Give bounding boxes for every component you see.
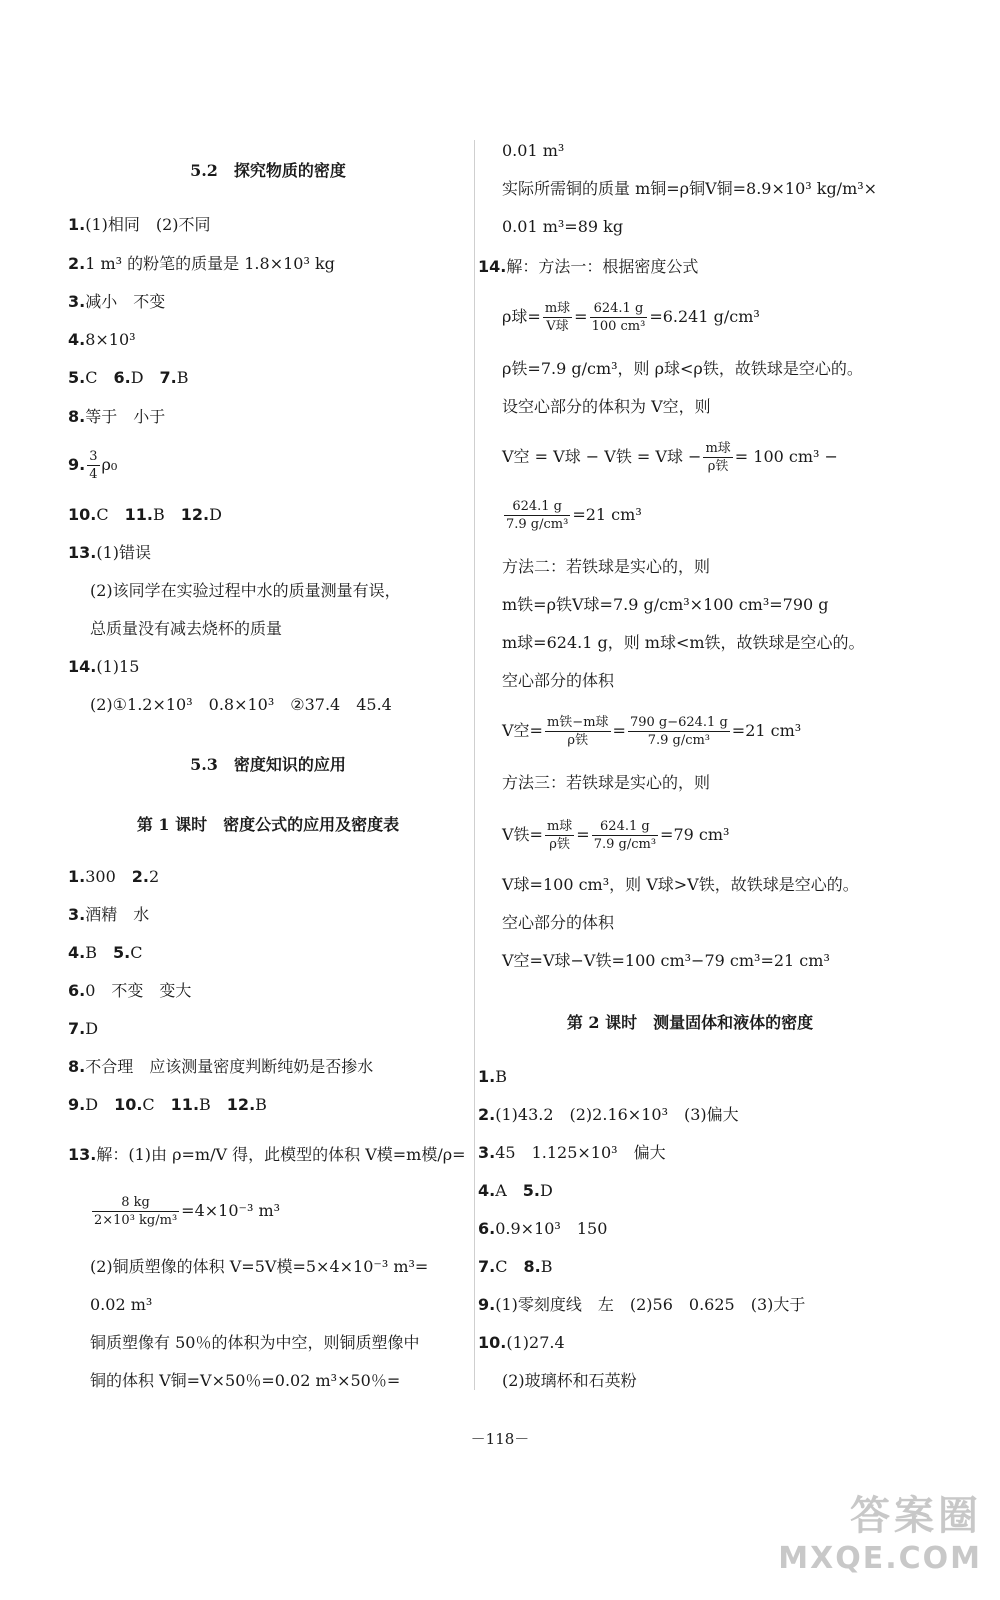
answer-text: (1)零刻度线 左 (2)56 0.625 (3)大于 xyxy=(495,1295,806,1314)
answer-text: V空= xyxy=(502,721,543,740)
answer-l2-q7-q8 xyxy=(478,1256,552,1278)
answer-text: C xyxy=(96,505,109,524)
answer-text: D xyxy=(85,1095,99,1114)
answer-text: (1)15 xyxy=(96,657,140,676)
question-number: 10. xyxy=(114,1095,143,1114)
fraction xyxy=(87,448,99,483)
question-number: 13. xyxy=(68,1145,97,1164)
answer-text: 不合理 应该测量密度判断纯奶是否掺水 xyxy=(85,1057,374,1076)
answer-5-2-q13c: 总质量没有减去烧杯的质量 xyxy=(90,619,283,638)
answer-5-2-q5-q7 xyxy=(68,367,189,389)
denominator: 7.9 g/cm³ xyxy=(506,517,569,532)
page-number: －118－ xyxy=(470,1430,530,1448)
question-number: 3. xyxy=(68,292,86,311)
answer-text: D xyxy=(540,1181,553,1200)
answer-text: 2 xyxy=(149,867,160,886)
question-number: 2. xyxy=(68,254,86,273)
cont-line-19: V空=V球−V铁=100 cm³−79 cm³=21 cm³ xyxy=(502,951,830,970)
answer-14-intro xyxy=(478,256,698,278)
cont-line-11: m铁=ρ铁V球=7.9 g/cm³×100 cm³=790 g xyxy=(502,595,829,614)
answer-text: 0.9×10³ 150 xyxy=(495,1219,608,1238)
answer-text: C xyxy=(495,1257,508,1276)
answer-text: ρ球= xyxy=(502,307,541,326)
answer-5-3-q13a xyxy=(68,1144,466,1166)
column-divider xyxy=(474,140,475,1390)
cont-line-17: V球=100 cm³，则 V球>V铁，故铁球是空心的。 xyxy=(502,875,859,894)
answer-l2-q9 xyxy=(478,1294,805,1316)
answer-text: 0 不变 变大 xyxy=(85,981,192,1000)
question-number: 4. xyxy=(478,1181,496,1200)
fraction xyxy=(590,300,648,335)
question-number: 8. xyxy=(523,1257,541,1276)
question-number: 11. xyxy=(124,505,153,524)
question-number: 4. xyxy=(68,330,86,349)
numerator: m球 xyxy=(544,301,571,316)
denominator: ρ铁 xyxy=(549,837,570,852)
question-number: 10. xyxy=(68,505,97,524)
answer-text: 解：(1)由 ρ=m/V 得，此模型的体积 V模=m模/ρ= xyxy=(96,1145,466,1164)
hollow-volume-method2: V空= $\frac{\text{m铁−m球}}{\text{ρ铁}}$ = $\frac{790 g-624.1 g}{\text{7.9 g/cm³}}$ =21 cm³ xyxy=(502,715,802,748)
cont-line-18: 空心部分的体积 xyxy=(502,913,615,932)
answer-text: B xyxy=(176,368,189,387)
denominator: V球 xyxy=(546,319,569,334)
fraction xyxy=(543,300,572,335)
question-number: 13. xyxy=(68,543,97,562)
answer-text: V铁= xyxy=(502,825,543,844)
answer-l2-q4-q5 xyxy=(478,1180,553,1202)
answer-l2-q1 xyxy=(478,1066,507,1088)
question-number: 7. xyxy=(159,368,177,387)
answer-text: =21 cm³ xyxy=(731,721,802,740)
fraction xyxy=(545,714,611,749)
question-number: 5. xyxy=(68,368,86,387)
answer-5-3-q13e: 铜质塑像有 50％的体积为中空，则铜质塑像中 xyxy=(90,1333,420,1352)
answer-text: B xyxy=(152,505,165,524)
question-number: 14. xyxy=(68,657,97,676)
answer-5-3-q9-q12 xyxy=(68,1094,267,1116)
numerator: 3 xyxy=(89,449,98,464)
fraction xyxy=(592,818,658,853)
answer-text: B xyxy=(85,943,97,962)
answer-text: B xyxy=(255,1095,267,1114)
answer-text: C xyxy=(85,368,98,387)
density-formula-line: ρ球= $\frac{\text{m球}}{\text{V球}}$ = $\frac{624.1 g}{\text{100 cm³}}$ =6.241 g/cm³ xyxy=(502,301,760,334)
answer-text: (1)43.2 (2)2.16×10³ (3)偏大 xyxy=(495,1105,739,1124)
question-number: 7. xyxy=(68,1019,86,1038)
question-number: 14. xyxy=(478,257,507,276)
denominator: 7.9 g/cm³ xyxy=(647,733,711,748)
answer-l2-q2 xyxy=(478,1104,739,1126)
answer-5-3-q6 xyxy=(68,980,191,1002)
answer-text: =6.241 g/cm³ xyxy=(649,307,760,326)
denominator: ρ铁 xyxy=(707,459,729,474)
answer-5-2-q3 xyxy=(68,291,165,313)
question-number: 1. xyxy=(68,215,86,234)
answer-text: =21 cm³ xyxy=(572,505,642,524)
numerator: 790 g−624.1 g xyxy=(629,715,728,730)
denominator: ρ铁 xyxy=(567,733,589,748)
hollow-volume-line-2 xyxy=(502,498,642,533)
answer-text: 8×10³ xyxy=(85,330,136,349)
numerator: m铁−m球 xyxy=(546,715,609,730)
answer-text: B xyxy=(199,1095,211,1114)
answer-text: ρ₀ xyxy=(101,455,118,474)
answer-l2-q10a xyxy=(478,1332,565,1354)
answer-text: A xyxy=(495,1181,507,1200)
cont-line-12: m球=624.1 g，则 m球<m铁，故铁球是空心的。 xyxy=(502,633,865,652)
numerator: 624.1 g xyxy=(590,300,648,318)
answer-text: 等于 小于 xyxy=(85,407,166,426)
question-number: 2. xyxy=(478,1105,496,1124)
answer-5-3-q4-q5 xyxy=(68,942,142,964)
iron-volume-line: V铁= $\frac{\text{m球}}{\text{ρ铁}}$ = $\frac{624.1 g}{\text{7.9 g/cm³}}$ =79 cm³ xyxy=(502,819,730,852)
answer-5-2-q9 xyxy=(68,448,117,483)
question-number: 2. xyxy=(131,867,149,886)
question-number: 10. xyxy=(478,1333,507,1352)
section-heading-5-3: 5.3 密度知识的应用 xyxy=(190,755,346,774)
section-heading-5-2: 5.2 探究物质的密度 xyxy=(190,161,346,180)
cont-line-1: 0.01 m³ xyxy=(502,141,565,160)
answer-5-3-q13f: 铜的体积 V铜=V×50％=0.02 m³×50％= xyxy=(90,1371,401,1390)
answer-5-3-q8 xyxy=(68,1056,373,1078)
cont-line-2: 实际所需铜的质量 m铜=ρ铜V铜=8.9×10³ kg/m³× xyxy=(502,179,878,198)
watermark-logo xyxy=(778,1484,982,1576)
denominator: 2×10³ kg/m³ xyxy=(94,1213,178,1228)
answer-5-3-q13d: 0.02 m³ xyxy=(90,1295,153,1314)
answer-text: B xyxy=(540,1257,553,1276)
question-number: 12. xyxy=(180,505,210,524)
answer-text: D xyxy=(130,368,144,387)
answer-5-2-q8 xyxy=(68,406,165,428)
numerator: 624.1 g xyxy=(592,818,658,836)
answer-5-3-q3 xyxy=(68,904,149,926)
answer-l2-q6 xyxy=(478,1218,607,1240)
answer-text: 减小 不变 xyxy=(85,292,166,311)
answer-text: =79 cm³ xyxy=(660,825,730,844)
answer-text: =4×10⁻³ m³ xyxy=(181,1201,281,1220)
question-number: 3. xyxy=(68,905,86,924)
cont-line-13: 空心部分的体积 xyxy=(502,671,615,690)
denominator: 7.9 g/cm³ xyxy=(593,837,657,852)
denominator: 100 cm³ xyxy=(591,319,646,334)
answer-text: (1)相同 (2)不同 xyxy=(85,215,211,234)
question-number: 3. xyxy=(478,1143,496,1162)
question-number: 6. xyxy=(68,981,86,1000)
lesson-heading-1: 第 1 课时 密度公式的应用及密度表 xyxy=(136,815,400,834)
answer-5-2-q14a xyxy=(68,656,139,678)
fraction xyxy=(703,440,732,475)
answer-text: 300 xyxy=(85,867,116,886)
question-number: 6. xyxy=(113,368,131,387)
cont-line-7: 设空心部分的体积为 V空，则 xyxy=(502,397,711,416)
cont-line-3: 0.01 m³=89 kg xyxy=(502,217,624,236)
question-number: 12. xyxy=(226,1095,256,1114)
question-number: 7. xyxy=(478,1257,496,1276)
question-number: 8. xyxy=(68,407,86,426)
answer-text: D xyxy=(85,1019,99,1038)
answer-5-3-q7 xyxy=(68,1018,98,1040)
answer-text: D xyxy=(209,505,222,524)
answer-text: V空 = V球 − V铁 = V球 − xyxy=(502,447,702,466)
fraction xyxy=(545,818,574,853)
answer-5-2-q13b: (2)该同学在实验过程中水的质量测量有误， xyxy=(90,581,401,600)
question-number: 5. xyxy=(522,1181,541,1200)
question-number: 11. xyxy=(170,1095,200,1114)
cont-line-10: 方法二：若铁球是实心的，则 xyxy=(502,557,711,576)
answer-5-3-q13b xyxy=(90,1194,280,1229)
lesson-heading-2: 第 2 课时 测量固体和液体的密度 xyxy=(566,1013,814,1032)
question-number: 9. xyxy=(478,1295,496,1314)
question-number: 9. xyxy=(68,455,86,474)
fraction xyxy=(92,1194,179,1229)
answer-text: C xyxy=(142,1095,155,1114)
question-number: 8. xyxy=(68,1057,86,1076)
numerator: m球 xyxy=(546,819,573,834)
answer-5-3-q1-q2 xyxy=(68,866,159,888)
question-number: 1. xyxy=(478,1067,496,1086)
answer-5-2-q1 xyxy=(68,214,211,236)
answer-text: 45 1.125×10³ 偏大 xyxy=(495,1143,666,1162)
denominator: 4 xyxy=(89,467,98,482)
answer-5-2-q4 xyxy=(68,329,136,351)
fraction xyxy=(504,498,570,533)
answer-5-2-q2 xyxy=(68,253,335,275)
answer-5-2-q10-q12 xyxy=(68,504,222,526)
answer-l2-q3 xyxy=(478,1142,666,1164)
answer-5-2-q13a xyxy=(68,542,151,564)
answer-text: 解：方法一：根据密度公式 xyxy=(506,257,699,276)
question-number: 4. xyxy=(68,943,86,962)
answer-text: 酒精 水 xyxy=(85,905,150,924)
numerator: 624.1 g xyxy=(504,498,570,516)
answer-text: (1)27.4 xyxy=(506,1333,565,1352)
answer-5-2-q14b: (2)①1.2×10³ 0.8×10³ ②37.4 45.4 xyxy=(90,695,392,714)
hollow-volume-line xyxy=(502,440,838,475)
answer-text: C xyxy=(130,943,143,962)
question-number: 6. xyxy=(478,1219,496,1238)
watermark-line-2: MXQE.COM xyxy=(778,1541,982,1576)
answer-text: (1)错误 xyxy=(96,543,152,562)
numerator: m球 xyxy=(705,441,731,456)
answer-text: 1 m³ 的粉笔的质量是 1.8×10³ kg xyxy=(85,254,335,273)
fraction xyxy=(628,714,730,749)
answer-l2-q10b: (2)玻璃杯和石英粉 xyxy=(502,1371,637,1390)
cont-line-6: ρ铁=7.9 g/cm³，则 ρ球<ρ铁，故铁球是空心的。 xyxy=(502,359,863,378)
cont-line-15: 方法三：若铁球是实心的，则 xyxy=(502,773,711,792)
numerator: 8 kg xyxy=(92,1194,179,1212)
answer-5-3-q13c: (2)铜质塑像的体积 V=5V模=5×4×10⁻³ m³= xyxy=(90,1257,429,1276)
question-number: 1. xyxy=(68,867,86,886)
watermark-line-1: 答案圈 xyxy=(850,1493,982,1539)
answer-text: = 100 cm³ − xyxy=(734,447,838,466)
question-number: 5. xyxy=(113,943,131,962)
answer-text: B xyxy=(495,1067,507,1086)
question-number: 9. xyxy=(68,1095,86,1114)
